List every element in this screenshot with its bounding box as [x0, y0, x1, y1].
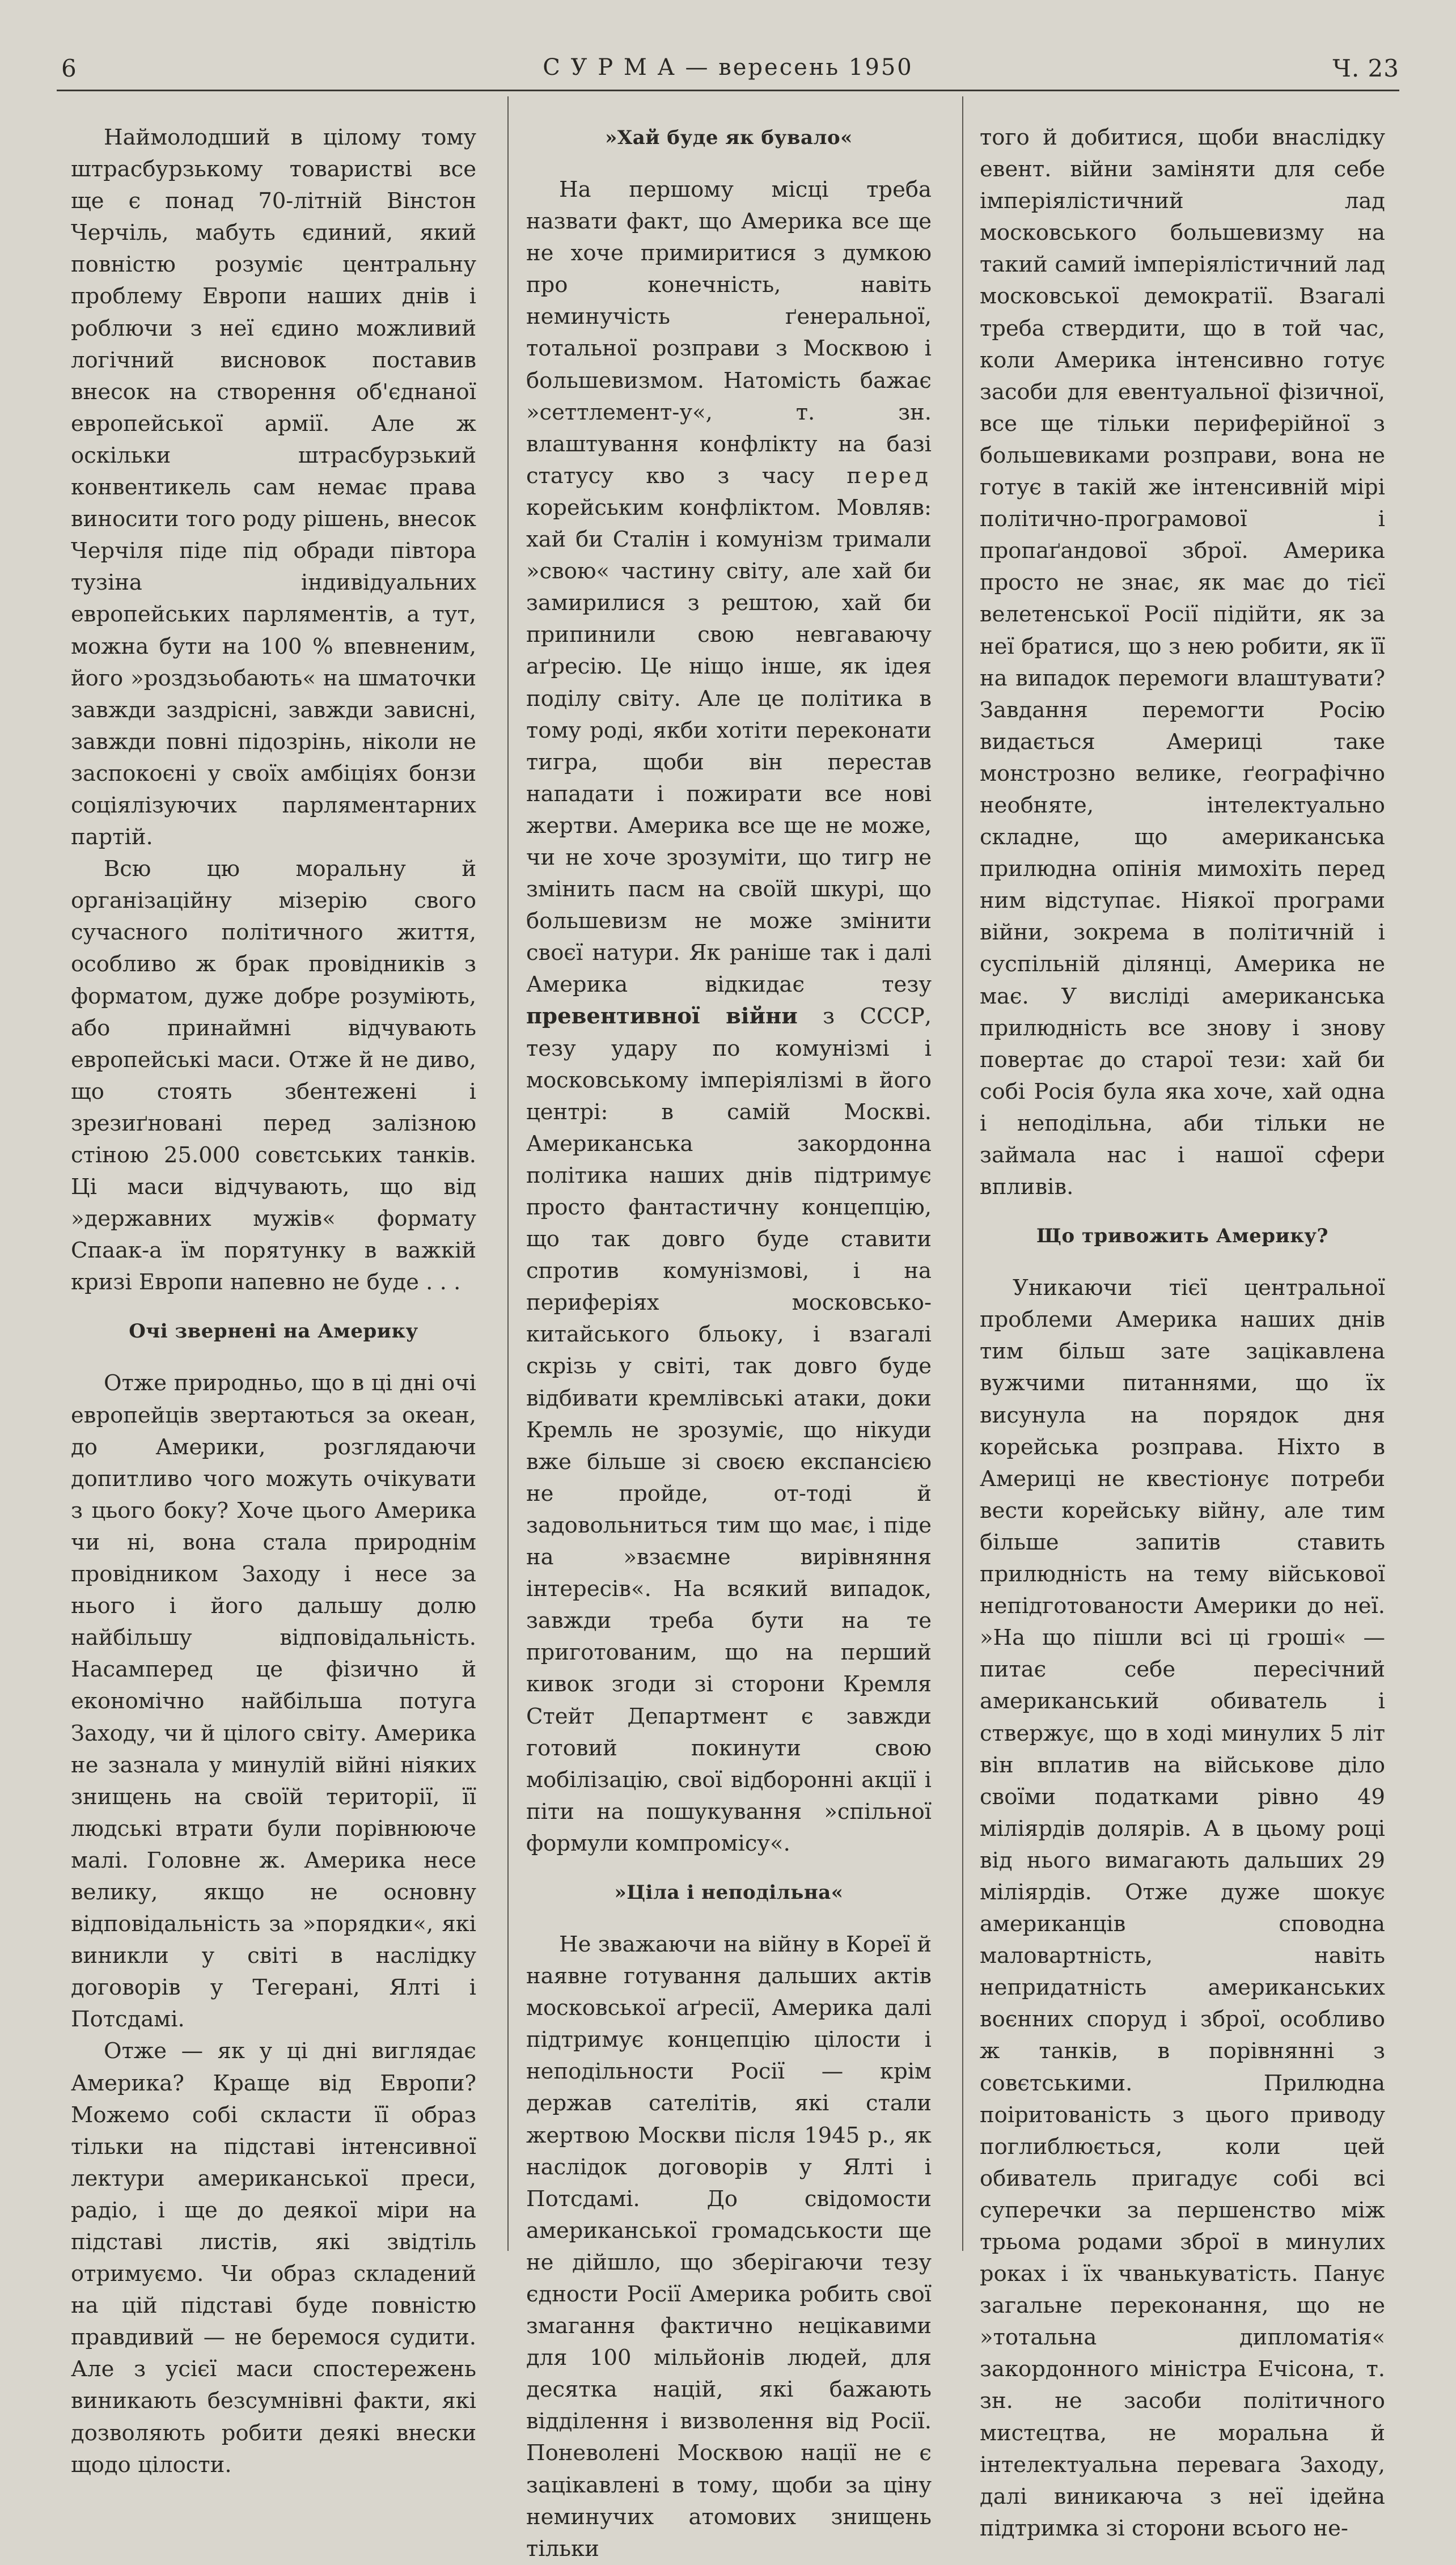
text-run: корейським конфліктом. Мовляв: хай би Сталін і комунізм тримали »свою« частину світу, але хай би замирилися з рештою, хай би припинили свою невгаваючу аґресію. Це ніщо інше, як ідея поділу світу. Але це політика в тому роді, якби хотіти переконати тигра, щоби він перестав нападати і пожирати все нові жертви. Америка все ще не може, чи не хоче зрозуміти, що тигр не змінить пасм на своїй шкурі, що большевизм не може змінити своєї натури. Як раніше так і далі Америка відкидає тезу — [526, 494, 932, 998]
column-divider — [962, 96, 963, 2251]
column-1 — [71, 122, 476, 2481]
paragraph — [526, 174, 932, 1860]
section-heading: Що тривожить Америку? — [1036, 1225, 1328, 1248]
issue-number: Ч. 23 — [1332, 54, 1399, 82]
column-2 — [526, 122, 932, 2565]
text-run: На першому місці треба назвати факт, що Америка все ще не хоче примиритися з думкою про конечність, навіть неминучість ґенеральної, тотальної розправи з Москвою і большевизмом. Натомість бажає »сеттлемент-у«, т. зн. влаштування конфлікту на базі статусу кво з часу — [526, 177, 932, 489]
paragraph: Всю цю моральну й організаційну мізерію свого сучасного політичного життя, особливо ж брак провідників з форматом, дуже добре розуміють, або принаймні відчувають европейські маси. Отже й не диво, що стоять збентежені і зрезиґновані перед залізною стіною 25.000 совєтських танків. Ці маси відчувають, що від »державних мужів« формату Спаак-а їм порятунку в важкій кризі Европи напевно не буде . . . — [71, 856, 476, 1296]
paragraph: Наймолодший в цілому тому штрасбурзькому товаристві все ще є понад 70-літній Вінстон Черчіль, мабуть єдиний, який повністю розуміє центральну проблему Европи наших днів і роблючи з неї єдино можливий логічний висновок поставив внесок на створення об'єднаної европейської армії. Але ж оскільки штрасбурзький конвентикель сам немає права виносити того роду рішень, внесок Черчіля піде під обради півтора тузіна індивідуальних европейських парляментів, а тут, можна бути на 100 % впевненим, його »роздзьобають« на шматочки завжди заздрісні, завжди зависні, завжди повні підозрінь, ніколи не заспокоєні у своїх амбіціях бонзи соціялізуючих парляментарних партій. — [71, 125, 476, 850]
emphasis-bold: превентивної війни — [526, 1004, 798, 1030]
text-run: з СССР, тезу удару по комунізмі і московському імперіялізмі в його центрі: в самій Москві. Американська закордонна політика наших днів підтримує просто фантастичну концепцію, що так довго буде ставити спротив комунізмові, і на периферіях московсько-китайського бльоку, і взагалі скрізь у світі, так довго буде відбивати кремлівські атаки, доки Кремль не зрозуміє, що нікуди вже більше зі своєю експансією не пройде, от-тоді й задовольниться тим що має, і піде на »взаємне вирівняння інтересів«. На всякий випадок, завжди треба бути на те приготованим, що на перший кивок згоди зі сторони Кремля Стейт Департмент є завжди готовий покинути свою мобілізацію, свої відборонні акції і піти на пошукування »спільної формули компромісу«. — [526, 1004, 932, 1856]
page-number: 6 — [61, 54, 77, 82]
section-heading: »Ціла і неподільна« — [614, 1881, 844, 1904]
header-rule — [57, 90, 1399, 91]
column-divider — [507, 96, 509, 2251]
paragraph: Отже природньо, що в ці дні очі европейців звертаються за океан, до Америки, розглядаючи допитливо чого можуть очікувати з цього боку? Хоче цього Америка чи ні, вона стала природнім провідником Заходу і несе за нього і його дальшу долю найбільшу відповідальність. Насамперед це фізично й економічно найбільша потуга Заходу, чи й цілого світу. Америка не зазнала у минулій війні ніяких знищень на своїй території, її людські втрати були порівнююче малі. Головне ж. Америка несе велику, якщо не основну відповідальність за »порядки«, які виникли у світі в наслідку договорів у Тегерані, Ялті і Потсдамі. — [71, 1370, 476, 2033]
paragraph: Отже — як у ці дні виглядає Америка? Краще від Европи? Можемо собі скласти її образ тільки на підставі інтенсивної лектури американської преси, радіо, і ще до деякої міри на підставі листів, які звідтіль отримуємо. Чи образ складений на цій підставі буде повністю правдивий — не беремося судити. Але з усієї маси спостережень виникають безсумнівні факти, які дозволяють робити деякі внески щодо цілости. — [71, 2038, 476, 2478]
column-3 — [980, 122, 1385, 2545]
paragraph: того й добитися, щоби внаслідку евент. війни заміняти для себе імперіялістичний лад московського большевизму на такий самий імперіялістичний лад московської демократії. Взагалі треба ствердити, що в той час, коли Америка інтенсивно готує засоби для евентуальної фізичної, все ще тільки периферійної з большевиками розправи, вона не готує в такій же інтенсивній мірі політично-програмової і пропаґандової зброї. Америка просто не знає, як має до тієї велетенської Росії підійти, як за неї братися, що з нею робити, як її на випадок перемоги влаштувати? Завдання перемогти Росію видається Америці таке монстрозно велике, ґеографічно необняте, інтелектуально складне, що американська прилюдна опінія мимохіть перед ним відступає. Ніякої програми війни, зокрема в політичній і суспільній ділянці, Америка не має. У висліді американська прилюдність все знову і знову повертає до старої тези: хай би собі Росія була яка хоче, хай одна і неподільна, аби тільки не займала нас і нашої сфери впливів. — [980, 125, 1385, 1200]
emphasis-spaced: перед — [846, 463, 932, 489]
page-title: С У Р М А — вересень 1950 — [543, 54, 913, 81]
paragraph: Уникаючи тієї центральної проблеми Америка наших днів тим більш зате зацікавлена вужчими питаннями, що їх висунула на порядок дня корейська розправа. Ніхто в Америці не квестіонує потреби вести корейську війну, але тим більше запитів ставить прилюдність на тему військової непідготованости Америки до неї. »На що пішли всі ці гроші« — питає себе пересічний американський обиватель і ствержує, що в ході минулих 5 літ він вплатив на військове діло своїми податками рівно 49 міліярдів долярів. А в цьому році від нього вимагають дальших 29 міліярдів. Отже дуже шокує американців споводна маловартність, навіть непридатність американських воєнних споруд і зброї, особливо ж танків, в порівнянні з совєтськими. Прилюдна поіритованість з цього приводу поглиблюється, коли цей обиватель пригадує собі всі суперечки за першенство між трьома родами зброї в минулих роках і їх чванькуватість. Панує загальне переконання, що не »тотальна дипломатія« закордонного міністра Ечісона, т. зн. не засоби політичного мистецтва, не моральна й інтелектуальна перевага Заходу, далі виникаюча з неї ідейна підтримка зі сторони всього не- — [980, 1275, 1385, 2541]
section-heading: Очі звернені на Америку — [129, 1320, 418, 1343]
paragraph: Не зважаючи на війну в Кореї й наявне готування дальших актів московської аґресії, Америка далі підтримує концепцію цілости і неподільности Росії — крім держав сателітів, які стали жертвою Москви після 1945 р., як наслідок договорів у Ялті і Потсдамі. До свідомости американської громадськости ще не дійшло, що зберігаючи тезу єдности Росії Америка робить свої змагання фактично нецікавими для 100 мільйонів людей, для десятка націй, які бажають відділення і визволення від Росії. Поневолені Москвою нації не є зацікавлені в тому, щоби за ціну неминучих атомових знищень тільки — [526, 1931, 932, 2562]
section-heading: »Хай буде як бувало« — [605, 126, 853, 149]
